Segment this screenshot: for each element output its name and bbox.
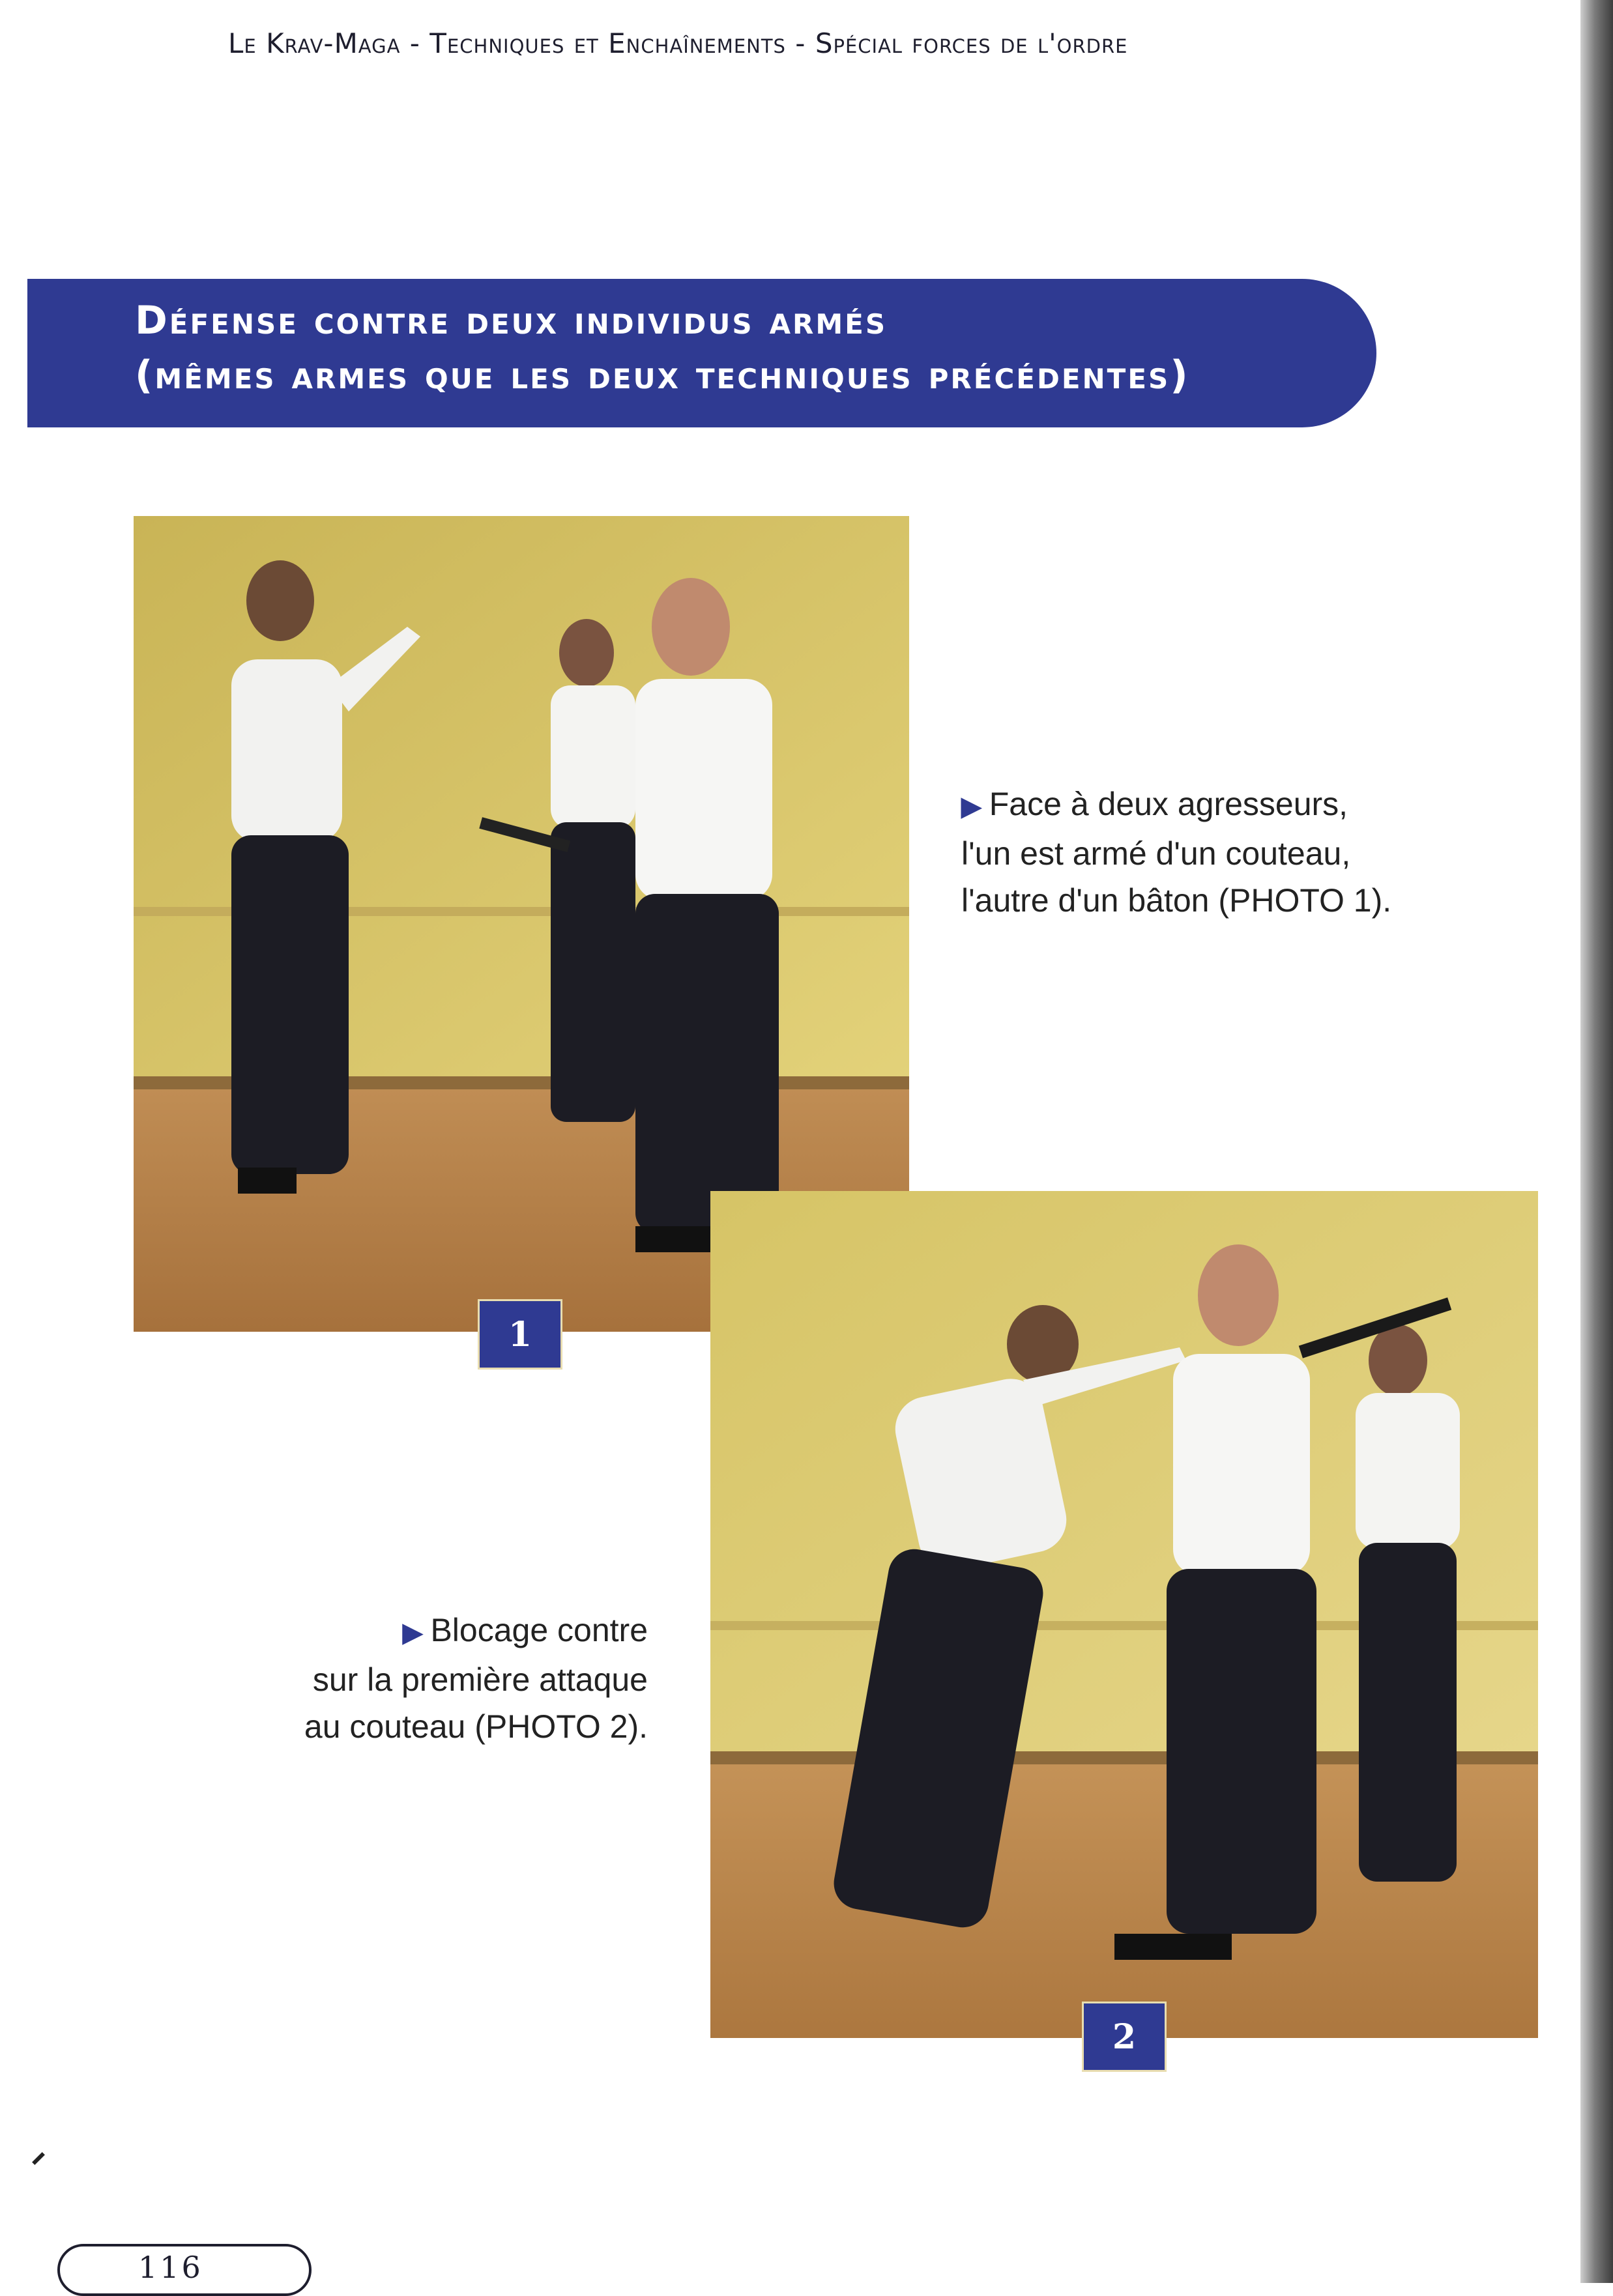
caption-photo-2-line-2: sur la première attaque — [312, 1661, 648, 1698]
page-number: 116 — [138, 2250, 203, 2285]
bullet-icon: ▶ — [402, 1618, 423, 1647]
page-number-frame — [57, 2244, 312, 2296]
photo-2 — [710, 1191, 1538, 2038]
section-title-line-2: (mêmes armes que les deux techniques précédentes) — [135, 352, 1190, 398]
section-title — [135, 293, 1190, 403]
caption-photo-1-line-1: ▶ Face à deux agresseurs, — [961, 786, 1348, 822]
running-header: Le Krav-Maga - Techniques et Enchaînements - Spécial forces de l'ordre — [228, 27, 1128, 59]
section-title-banner — [27, 279, 1376, 427]
photo-2-number-badge: 2 — [1082, 2002, 1167, 2072]
caption-photo-1-line-2: l'un est armé d'un couteau, — [961, 835, 1351, 872]
caption-photo-1 — [961, 781, 1391, 924]
caption-photo-1-line-3: l'autre d'un bâton (PHOTO 1). — [961, 882, 1392, 919]
photo-1-number-badge: 1 — [478, 1299, 562, 1370]
book-binding-edge — [1580, 0, 1613, 2283]
caption-photo-2-line-3: au couteau (PHOTO 2). — [304, 1708, 648, 1745]
stray-mark — [32, 2152, 45, 2165]
caption-photo-2 — [274, 1607, 648, 1750]
bullet-icon: ▶ — [961, 792, 981, 821]
section-title-line-1: Défense contre deux individus armés — [135, 298, 888, 343]
photo-2-image — [710, 1191, 1538, 2038]
caption-photo-2-line-1: ▶ Blocage contre — [402, 1612, 648, 1648]
